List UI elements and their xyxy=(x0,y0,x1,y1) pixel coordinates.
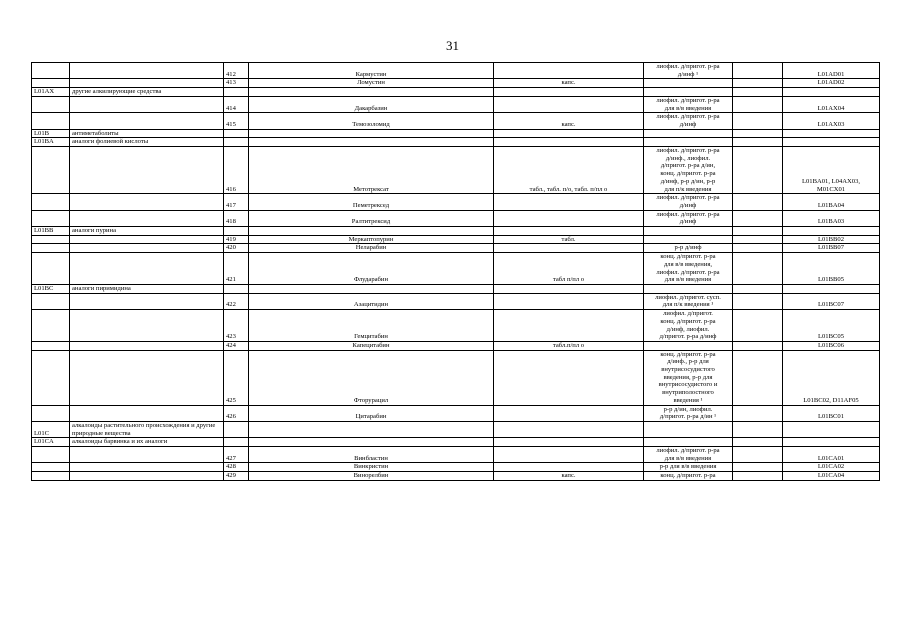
empty-cell xyxy=(733,244,783,253)
atc-group-code xyxy=(32,350,70,405)
dosage-form-oral xyxy=(494,88,644,97)
row-number: 423 xyxy=(224,310,249,342)
drug-name: Цитарабин xyxy=(249,405,494,421)
atc-code-line: L01BA01, L04AX03, xyxy=(801,177,861,185)
empty-cell xyxy=(733,293,783,309)
drug-name xyxy=(249,284,494,293)
drug-name: Азацитидин xyxy=(249,293,494,309)
dosage-form-injection-line: р-р для в/в введения xyxy=(659,463,717,471)
drug-name: Пеметрексед xyxy=(249,194,494,210)
row-number: 418 xyxy=(224,210,249,226)
empty-cell xyxy=(733,472,783,481)
row-number: 415 xyxy=(224,113,249,129)
dosage-form-injection xyxy=(644,310,733,342)
dosage-form-injection-line: д/пригот. р-ра д/инф xyxy=(659,333,717,341)
dosage-form-injection-line: д/инф., р-р для xyxy=(667,358,709,366)
dosage-form-oral xyxy=(494,405,644,421)
table-row xyxy=(32,293,880,309)
drug-name: Ралтитрексид xyxy=(249,210,494,226)
dosage-form-injection-line: конц. д/пригот. р-ра xyxy=(660,170,716,178)
empty-cell xyxy=(733,284,783,293)
atc-code-line: L01BC01 xyxy=(817,413,844,421)
table-row xyxy=(32,227,880,236)
dosage-form-injection xyxy=(644,341,733,350)
row-number: 421 xyxy=(224,253,249,285)
dosage-form-injection-line: введения ¹ xyxy=(673,396,703,404)
dosage-form-injection-line: д/инф ¹ xyxy=(677,70,699,78)
dosage-form-injection xyxy=(644,447,733,463)
empty-cell xyxy=(733,350,783,405)
table-row xyxy=(32,129,880,138)
table-row xyxy=(32,194,880,210)
atc-code xyxy=(783,421,880,437)
atc-group-code: L01C xyxy=(32,421,70,437)
empty-cell xyxy=(733,253,783,285)
atc-code xyxy=(783,405,880,421)
atc-group-description: аналоги пурина xyxy=(70,227,224,236)
dosage-form-injection-line: внутриполостного xyxy=(662,389,714,397)
atc-code xyxy=(783,227,880,236)
atc-code xyxy=(783,194,880,210)
dosage-form-injection xyxy=(644,79,733,88)
dosage-form-injection-line: конц. д/пригот. р-ра xyxy=(660,350,716,358)
drug-name: Фторурацил xyxy=(249,350,494,405)
row-number: 417 xyxy=(224,194,249,210)
atc-group-description: другие алкилирующие средства xyxy=(70,88,224,97)
empty-cell xyxy=(733,194,783,210)
atc-group-code: L01B xyxy=(32,129,70,138)
dosage-form-injection-line: р-р д/ин, лиофил. xyxy=(663,405,713,413)
dosage-form-injection-line: д/пригот. р-ра д/ин ¹ xyxy=(659,413,717,421)
atc-code xyxy=(783,138,880,147)
empty-cell xyxy=(733,310,783,342)
dosage-form-injection xyxy=(644,88,733,97)
page-number: 31 xyxy=(446,38,459,53)
atc-group-code xyxy=(32,472,70,481)
atc-code-line: L01BC02, D11AF05 xyxy=(803,396,859,404)
row-number: 412 xyxy=(224,63,249,79)
atc-group-description xyxy=(70,293,224,309)
drug-name xyxy=(249,421,494,437)
dosage-form-oral xyxy=(494,293,644,309)
dosage-form-oral: табл. xyxy=(494,235,644,244)
table-row xyxy=(32,235,880,244)
atc-group-code xyxy=(32,194,70,210)
row-number: 424 xyxy=(224,341,249,350)
dosage-form-injection-line: д/инф xyxy=(679,218,697,226)
atc-code-line: L01AX04 xyxy=(817,104,845,112)
table-row xyxy=(32,113,880,129)
dosage-form-injection xyxy=(644,235,733,244)
atc-group-description xyxy=(70,235,224,244)
atc-code-line: L01BB07 xyxy=(817,244,844,252)
atc-group-description xyxy=(70,63,224,79)
dosage-form-injection-line: для п/к введения ¹ xyxy=(662,301,714,309)
drug-name xyxy=(249,138,494,147)
atc-code xyxy=(783,253,880,285)
dosage-form-injection xyxy=(644,253,733,285)
atc-code-line: L01BC07 xyxy=(817,301,844,309)
empty-cell xyxy=(733,113,783,129)
drug-name xyxy=(249,227,494,236)
row-number: 419 xyxy=(224,235,249,244)
drug-name: Капецитабин xyxy=(249,341,494,350)
drug-name xyxy=(249,438,494,447)
dosage-form-injection xyxy=(644,227,733,236)
atc-group-code: L01BA xyxy=(32,138,70,147)
empty-cell xyxy=(733,235,783,244)
atc-code xyxy=(783,447,880,463)
row-number xyxy=(224,421,249,437)
atc-group-code xyxy=(32,341,70,350)
atc-group-code xyxy=(32,405,70,421)
atc-code-line: L01CA01 xyxy=(817,454,845,462)
empty-cell xyxy=(733,63,783,79)
atc-group-description xyxy=(70,79,224,88)
atc-code-line: L01CA02 xyxy=(817,463,845,471)
dosage-form-injection-line: конц. д/пригот. р-ра xyxy=(660,317,716,325)
atc-code-line: L01BB02 xyxy=(817,235,844,243)
dosage-form-oral: табл., табл. п/о, табл. п/пл о xyxy=(494,147,644,194)
table-row xyxy=(32,350,880,405)
dosage-form-injection-line: лиофил. д/пригот. р-ра xyxy=(656,96,720,104)
drug-name: Винорелбин xyxy=(249,472,494,481)
atc-group-code xyxy=(32,113,70,129)
atc-group-code: L01CA xyxy=(32,438,70,447)
dosage-form-injection-line: д/инф xyxy=(679,201,697,209)
atc-code-line: L01CA04 xyxy=(817,472,845,480)
dosage-form-oral xyxy=(494,438,644,447)
atc-code-line: L01BC05 xyxy=(817,333,844,341)
atc-code xyxy=(783,293,880,309)
dosage-form-injection-line: д/пригот. р-ра д/ин, xyxy=(660,162,716,170)
drug-name xyxy=(249,129,494,138)
dosage-form-oral xyxy=(494,421,644,437)
atc-code-line: L01AD02 xyxy=(817,79,845,87)
dosage-form-injection xyxy=(644,147,733,194)
dosage-form-injection-line: для в/в введения, xyxy=(663,260,713,268)
dosage-form-oral xyxy=(494,244,644,253)
atc-group-description xyxy=(70,113,224,129)
atc-code xyxy=(783,244,880,253)
row-number: 414 xyxy=(224,96,249,112)
dosage-form-injection-line: введения, р-р для xyxy=(663,373,713,381)
empty-cell xyxy=(733,421,783,437)
row-number xyxy=(224,129,249,138)
atc-group-description xyxy=(70,472,224,481)
dosage-form-injection-line: лиофил. д/пригот. р-ра xyxy=(656,447,720,455)
drug-name: Флударабин xyxy=(249,253,494,285)
drug-name: Винкристин xyxy=(249,463,494,472)
dosage-form-injection-line: для п/к введения xyxy=(664,185,712,193)
atc-group-code xyxy=(32,244,70,253)
drug-name: Меркаптопурин xyxy=(249,235,494,244)
atc-group-code xyxy=(32,293,70,309)
dosage-form-injection xyxy=(644,129,733,138)
atc-code-line: L01AD01 xyxy=(817,70,845,78)
dosage-form-injection xyxy=(644,293,733,309)
dosage-form-injection-line: лиофил. д/пригот. р-ра xyxy=(656,268,720,276)
dosage-form-injection-line: внутрисосудистого xyxy=(661,366,715,374)
dosage-form-injection-line: р-р д/инф xyxy=(674,244,702,252)
dosage-form-oral: капс. xyxy=(494,472,644,481)
drug-name: Кармустин xyxy=(249,63,494,79)
atc-code-line: M01CX01 xyxy=(816,185,846,193)
atc-group-description: алкалоиды барвинка и их аналоги xyxy=(70,438,224,447)
dosage-form-injection xyxy=(644,113,733,129)
empty-cell xyxy=(733,210,783,226)
empty-cell xyxy=(733,88,783,97)
table-row xyxy=(32,447,880,463)
table-row xyxy=(32,421,880,437)
row-number: 428 xyxy=(224,463,249,472)
empty-cell xyxy=(733,447,783,463)
atc-code xyxy=(783,284,880,293)
drug-name: Винбластин xyxy=(249,447,494,463)
atc-group-description xyxy=(70,341,224,350)
drug-name: Дакарбазин xyxy=(249,96,494,112)
row-number: 413 xyxy=(224,79,249,88)
atc-group-code: L01BC xyxy=(32,284,70,293)
dosage-form-injection-line: для в/в введения xyxy=(664,104,712,112)
dosage-form-injection-line: внутрисосудистого и xyxy=(658,381,718,389)
row-number: 416 xyxy=(224,147,249,194)
row-number: 429 xyxy=(224,472,249,481)
empty-cell xyxy=(733,227,783,236)
dosage-form-oral: табл п/пл о xyxy=(494,253,644,285)
dosage-form-injection-line: д/инф xyxy=(679,120,697,128)
table-row xyxy=(32,138,880,147)
dosage-form-injection-line: лиофил. д/пригот. р-ра xyxy=(656,194,720,202)
row-number xyxy=(224,88,249,97)
atc-group-code xyxy=(32,235,70,244)
atc-group-code: L01AX xyxy=(32,88,70,97)
table-row xyxy=(32,253,880,285)
dosage-form-injection-line: лиофил. д/пригот. сусп. xyxy=(655,293,721,301)
atc-group-description xyxy=(70,310,224,342)
dosage-form-injection xyxy=(644,138,733,147)
dosage-form-oral: табл.п/пл о xyxy=(494,341,644,350)
dosage-form-injection-line: лиофил. д/пригот. р-ра xyxy=(656,113,720,121)
dosage-form-oral xyxy=(494,463,644,472)
atc-code-line: L01BB05 xyxy=(817,276,844,284)
atc-code xyxy=(783,147,880,194)
drug-name xyxy=(249,88,494,97)
atc-group-description xyxy=(70,350,224,405)
atc-group-description xyxy=(70,147,224,194)
dosage-form-oral xyxy=(494,227,644,236)
empty-cell xyxy=(733,438,783,447)
drug-name: Темозоломид xyxy=(249,113,494,129)
table-row xyxy=(32,341,880,350)
drug-name: Гемцитабин xyxy=(249,310,494,342)
drug-name: Метотрексат xyxy=(249,147,494,194)
atc-code xyxy=(783,129,880,138)
dosage-form-injection xyxy=(644,421,733,437)
table-row xyxy=(32,210,880,226)
table-row xyxy=(32,284,880,293)
atc-code xyxy=(783,472,880,481)
dosage-form-oral xyxy=(494,447,644,463)
dosage-form-injection-line: для в/в введения xyxy=(664,276,712,284)
dosage-form-oral xyxy=(494,138,644,147)
table-row xyxy=(32,96,880,112)
atc-code xyxy=(783,79,880,88)
empty-cell xyxy=(733,96,783,112)
dosage-form-oral xyxy=(494,310,644,342)
atc-code xyxy=(783,438,880,447)
atc-group-description xyxy=(70,96,224,112)
atc-group-code xyxy=(32,253,70,285)
table-row xyxy=(32,463,880,472)
dosage-form-injection-line: для в/в введения xyxy=(664,454,712,462)
dosage-form-injection-line: конц. д/пригот. р-ра xyxy=(660,472,716,480)
dosage-form-oral: капс. xyxy=(494,113,644,129)
empty-cell xyxy=(733,79,783,88)
dosage-form-oral xyxy=(494,284,644,293)
atc-code-line: L01AX03 xyxy=(817,120,845,128)
atc-group-code xyxy=(32,447,70,463)
empty-cell xyxy=(733,341,783,350)
table-row xyxy=(32,472,880,481)
atc-group-description xyxy=(70,463,224,472)
dosage-form-injection-line: лиофил. д/пригот. р-ра xyxy=(656,210,720,218)
empty-cell xyxy=(733,138,783,147)
dosage-form-injection xyxy=(644,472,733,481)
atc-code xyxy=(783,310,880,342)
atc-group-code xyxy=(32,210,70,226)
atc-group-description: аналоги фолиевой кислоты xyxy=(70,138,224,147)
dosage-form-oral xyxy=(494,210,644,226)
drug-name: Ломустин xyxy=(249,79,494,88)
atc-code xyxy=(783,341,880,350)
row-number: 420 xyxy=(224,244,249,253)
table-row xyxy=(32,438,880,447)
table-row xyxy=(32,63,880,79)
dosage-form-injection-line: д/инф., лиофил. xyxy=(665,154,711,162)
empty-cell xyxy=(733,405,783,421)
empty-cell xyxy=(733,147,783,194)
atc-code xyxy=(783,88,880,97)
row-number xyxy=(224,438,249,447)
dosage-form-injection xyxy=(644,405,733,421)
atc-code xyxy=(783,350,880,405)
dosage-form-oral xyxy=(494,96,644,112)
dosage-form-injection xyxy=(644,438,733,447)
empty-cell xyxy=(733,463,783,472)
dosage-form-injection-line: д/инф, лиофил. xyxy=(666,325,710,333)
table-row xyxy=(32,310,880,342)
atc-group-code xyxy=(32,147,70,194)
atc-group-description xyxy=(70,405,224,421)
dosage-form-injection-line: д/инф, р-р д/ин, р-р xyxy=(660,177,716,185)
atc-group-description: антиметаболиты xyxy=(70,129,224,138)
dosage-form-injection xyxy=(644,96,733,112)
drug-table xyxy=(31,62,880,481)
atc-group-code xyxy=(32,463,70,472)
atc-group-description xyxy=(70,447,224,463)
atc-group-description xyxy=(70,244,224,253)
table-row xyxy=(32,88,880,97)
atc-group-description: аналоги пиримидина xyxy=(70,284,224,293)
row-number: 425 xyxy=(224,350,249,405)
drug-name: Неларабин xyxy=(249,244,494,253)
atc-code xyxy=(783,210,880,226)
empty-cell xyxy=(733,129,783,138)
atc-code xyxy=(783,96,880,112)
dosage-form-injection-line: лиофил. д/пригот. р-ра xyxy=(656,63,720,70)
atc-code xyxy=(783,113,880,129)
dosage-form-injection xyxy=(644,244,733,253)
row-number: 422 xyxy=(224,293,249,309)
row-number xyxy=(224,284,249,293)
atc-group-code: L01BB xyxy=(32,227,70,236)
dosage-form-injection-line: конц. д/пригот. р-ра xyxy=(660,253,716,261)
dosage-form-oral xyxy=(494,129,644,138)
dosage-form-oral xyxy=(494,194,644,210)
dosage-form-injection xyxy=(644,210,733,226)
atc-code-line: L01BA04 xyxy=(817,201,845,209)
dosage-form-oral xyxy=(494,63,644,79)
table-row xyxy=(32,79,880,88)
dosage-form-injection-line: лиофил. д/пригот. р-ра xyxy=(656,147,720,155)
atc-group-code xyxy=(32,79,70,88)
dosage-form-injection-line: лиофил. д/пригот. xyxy=(663,310,713,318)
atc-code xyxy=(783,63,880,79)
atc-code xyxy=(783,235,880,244)
dosage-form-injection xyxy=(644,350,733,405)
dosage-form-injection xyxy=(644,63,733,79)
row-number: 426 xyxy=(224,405,249,421)
table-row xyxy=(32,147,880,194)
atc-code-line: L01BA03 xyxy=(817,218,845,226)
atc-group-description xyxy=(70,194,224,210)
dosage-form-injection xyxy=(644,194,733,210)
atc-code xyxy=(783,463,880,472)
row-number: 427 xyxy=(224,447,249,463)
atc-group-description xyxy=(70,210,224,226)
table-row xyxy=(32,405,880,421)
atc-group-description xyxy=(70,253,224,285)
atc-group-code xyxy=(32,63,70,79)
dosage-form-oral xyxy=(494,350,644,405)
atc-group-code xyxy=(32,96,70,112)
atc-group-description: алкалоиды растительного происхождения и другие природные вещества xyxy=(70,421,224,437)
dosage-form-injection xyxy=(644,463,733,472)
table-row xyxy=(32,244,880,253)
dosage-form-injection xyxy=(644,284,733,293)
row-number xyxy=(224,138,249,147)
dosage-form-oral: капс. xyxy=(494,79,644,88)
atc-group-code xyxy=(32,310,70,342)
row-number xyxy=(224,227,249,236)
atc-code-line: L01BC06 xyxy=(817,341,844,349)
